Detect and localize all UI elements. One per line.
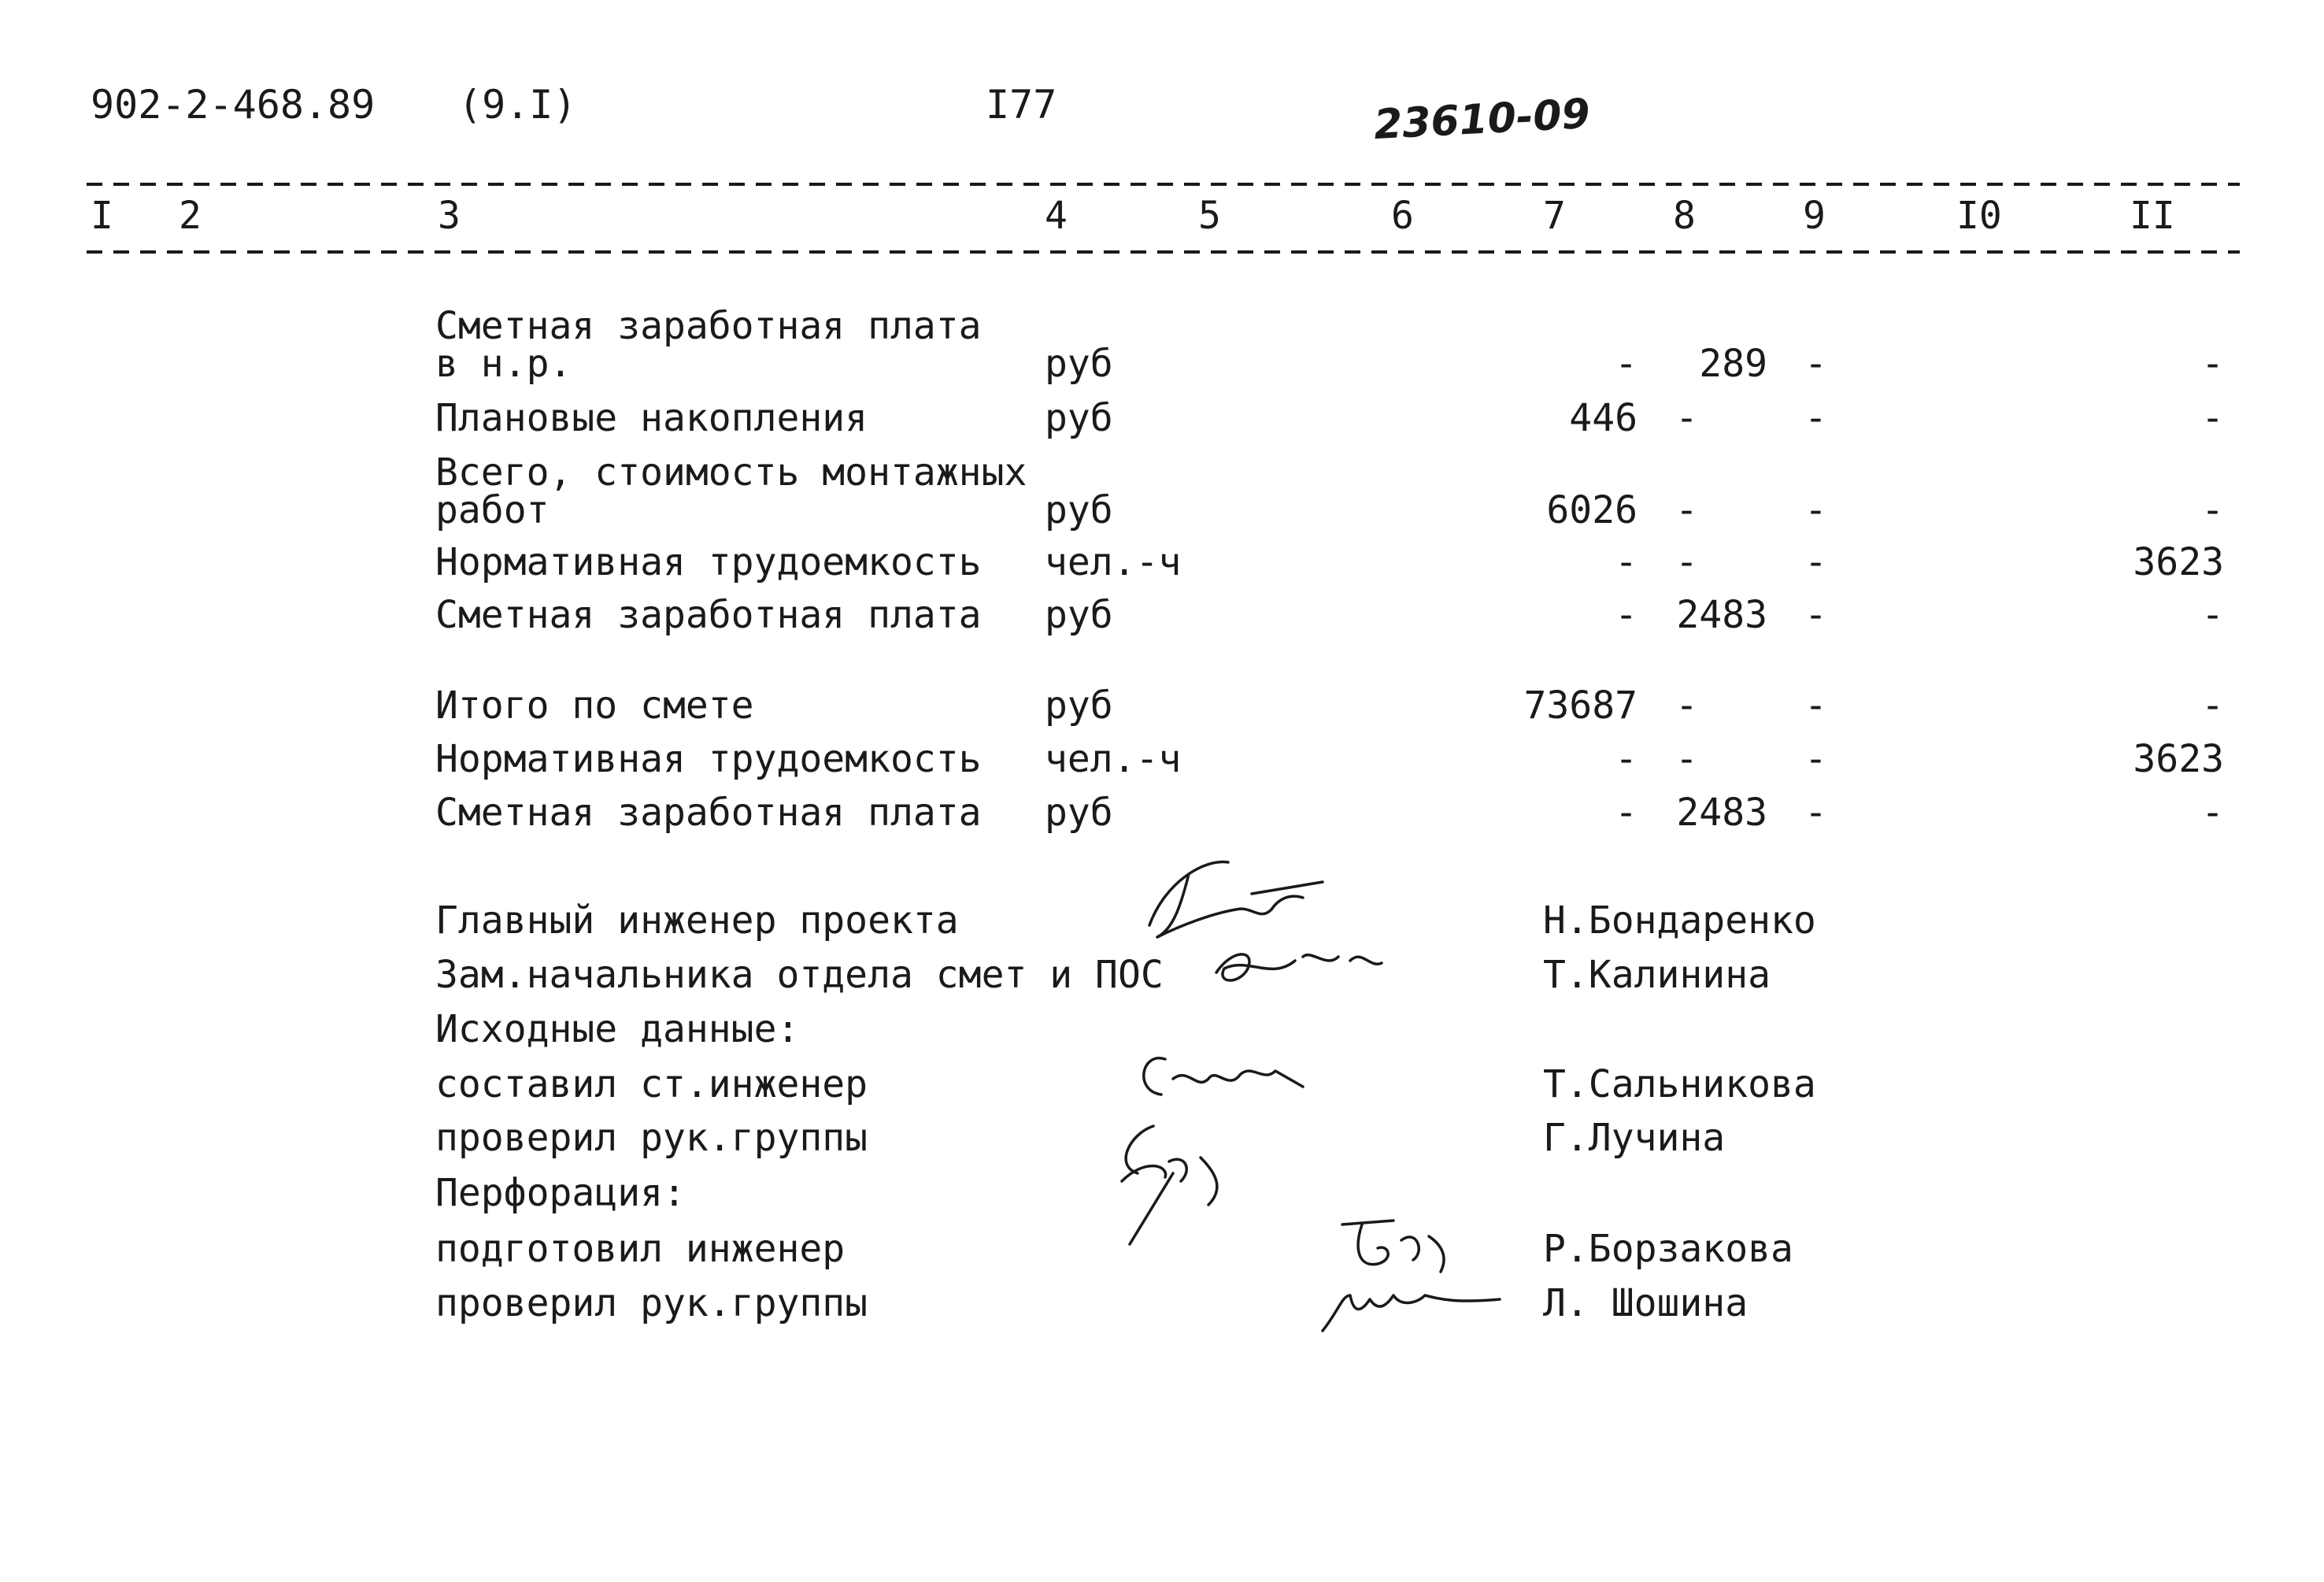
column-header: I0 xyxy=(1956,194,2002,238)
cell-col9: - xyxy=(1804,488,1827,532)
signature-name: Т.Сальникова xyxy=(1543,1062,1816,1106)
cell-col8: - xyxy=(1675,684,1698,728)
column-header: 4 xyxy=(1045,194,1068,238)
column-header: 3 xyxy=(438,194,461,238)
signature-role: Зам.начальника отдела смет и ПОС xyxy=(435,953,1164,997)
cell-col9: - xyxy=(1804,540,1827,584)
row-unit: руб xyxy=(1045,342,1113,386)
signature-role: подготовил инженер xyxy=(435,1227,846,1271)
row-unit: руб xyxy=(1045,684,1113,728)
row-unit: руб xyxy=(1045,791,1113,835)
signature-shoshina xyxy=(1307,1272,1512,1343)
cell-col11: - xyxy=(2201,396,2224,440)
signature-salnikova xyxy=(1118,1036,1323,1122)
signature-name: Н.Бондаренко xyxy=(1543,898,1816,943)
row-description: Нормативная трудоемкость xyxy=(435,737,982,781)
signature-role: составил ст.инженер xyxy=(435,1062,868,1106)
row-unit: чел.-ч xyxy=(1045,737,1182,781)
page-number: I77 xyxy=(986,82,1057,128)
cell-col7: - xyxy=(1615,593,1638,637)
cell-col11: - xyxy=(2201,593,2224,637)
cell-col8: - xyxy=(1675,737,1698,781)
column-header: II xyxy=(2130,194,2175,238)
cell-col7: 73687 xyxy=(1523,684,1638,728)
row-unit: руб xyxy=(1045,488,1113,532)
row-description: Итого по смете xyxy=(435,684,754,728)
cell-col7: - xyxy=(1615,791,1638,835)
header-rule-top xyxy=(87,183,2240,186)
section-label: Исходные данные: xyxy=(435,1007,800,1051)
row-description: Сметная заработная плата xyxy=(435,593,982,637)
cell-col9: - xyxy=(1804,593,1827,637)
row-description: в н.р. xyxy=(435,342,572,386)
cell-col8: - xyxy=(1675,396,1698,440)
column-header: 7 xyxy=(1543,194,1566,238)
cell-col9: - xyxy=(1804,684,1827,728)
section-label: Перфорация: xyxy=(435,1171,686,1215)
signature-kalinina xyxy=(1201,933,1405,996)
column-header: 2 xyxy=(179,194,202,238)
column-header: 8 xyxy=(1673,194,1696,238)
row-description: Плановые накопления xyxy=(435,396,868,440)
cell-col11: - xyxy=(2201,342,2224,386)
column-header: 5 xyxy=(1198,194,1221,238)
cell-col8: - xyxy=(1675,488,1698,532)
cell-col9: - xyxy=(1804,396,1827,440)
cell-col11: 3623 xyxy=(2133,737,2224,781)
signature-name: Р.Борзакова xyxy=(1543,1227,1793,1271)
column-header: I xyxy=(91,194,113,238)
row-unit: руб xyxy=(1045,396,1113,440)
column-header: 6 xyxy=(1391,194,1414,238)
signature-role: Главный инженер проекта xyxy=(435,898,959,943)
row-description: Нормативная трудоемкость xyxy=(435,540,982,584)
cell-col7: - xyxy=(1615,342,1638,386)
row-unit: чел.-ч xyxy=(1045,540,1182,584)
signature-name: Л. Шошина xyxy=(1543,1281,1749,1325)
cell-col7: - xyxy=(1615,737,1638,781)
row-description: Сметная заработная плата xyxy=(435,791,982,835)
signature-name: Г.Лучина xyxy=(1543,1116,1726,1160)
cell-col9: - xyxy=(1804,342,1827,386)
cell-col7: - xyxy=(1615,540,1638,584)
section-number: (9.I) xyxy=(458,82,577,128)
signature-name: Т.Калинина xyxy=(1543,953,1771,997)
row-unit: руб xyxy=(1045,593,1113,637)
signature-role: проверил рук.группы xyxy=(435,1116,868,1160)
signature-role: проверил рук.группы xyxy=(435,1281,868,1325)
row-description: Всего, стоимость монтажных xyxy=(435,450,1027,495)
cell-col8: - xyxy=(1675,540,1698,584)
cell-col11: - xyxy=(2201,684,2224,728)
cell-col7: 6026 xyxy=(1546,488,1638,532)
cell-col8: 289 xyxy=(1699,342,1767,386)
signature-luchina xyxy=(1090,1118,1256,1252)
cell-col7: 446 xyxy=(1569,396,1638,440)
cell-col11: 3623 xyxy=(2133,540,2224,584)
column-header: 9 xyxy=(1803,194,1826,238)
inventory-stamp: 23610-09 xyxy=(1372,90,1592,150)
document-code: 902-2-468.89 xyxy=(91,82,376,128)
cell-col9: - xyxy=(1804,737,1827,781)
cell-col11: - xyxy=(2201,488,2224,532)
cell-col8: 2483 xyxy=(1676,791,1767,835)
header-rule-bottom xyxy=(87,250,2240,254)
row-description: Сметная заработная плата xyxy=(435,304,982,348)
cell-col8: 2483 xyxy=(1676,593,1767,637)
cell-col11: - xyxy=(2201,791,2224,835)
row-description: работ xyxy=(435,488,550,532)
cell-col9: - xyxy=(1804,791,1827,835)
